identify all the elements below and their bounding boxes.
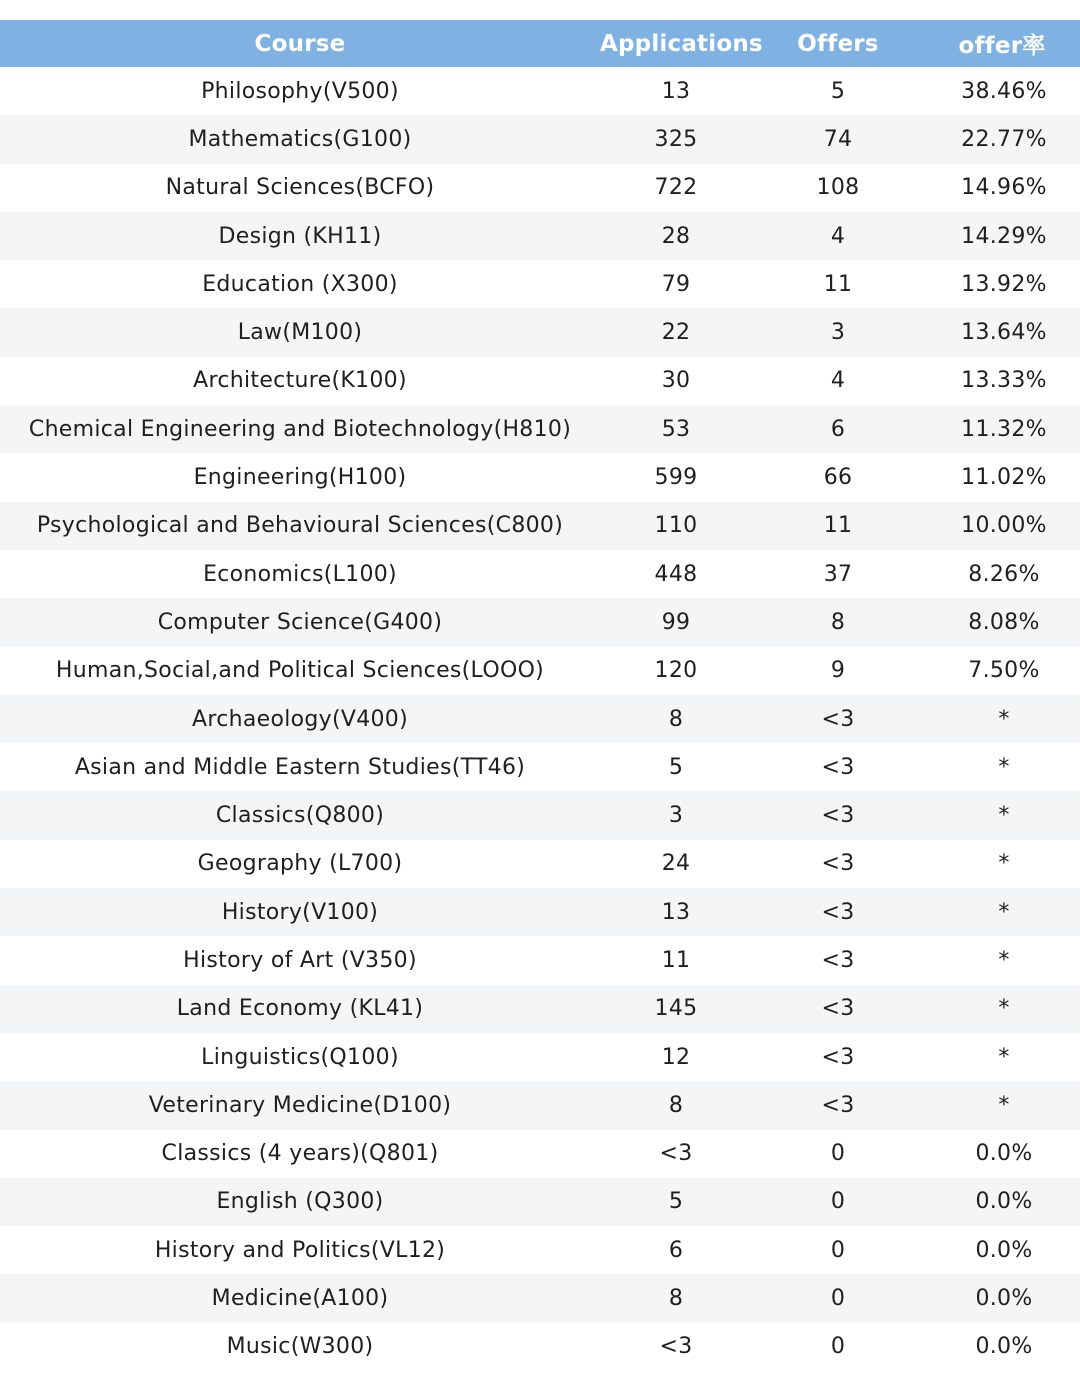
applications-cell: 8 bbox=[668, 706, 684, 732]
applications-cell: 8 bbox=[668, 1286, 684, 1312]
offers-cell: <3 bbox=[821, 1092, 855, 1118]
course-cell: History(V100) bbox=[221, 899, 379, 925]
offer-rate-cell: 0.0% bbox=[975, 1286, 1033, 1312]
applications-cell: 22 bbox=[661, 320, 691, 346]
applications-cell: <3 bbox=[659, 1141, 693, 1167]
offer-rate-cell: 13.92% bbox=[961, 271, 1047, 297]
course-cell: Archaeology(V400) bbox=[192, 706, 408, 732]
header-row bbox=[0, 20, 1080, 67]
table-row bbox=[0, 647, 1080, 695]
offer-rate-cell: 11.32% bbox=[961, 416, 1047, 442]
offers-cell: 0 bbox=[830, 1334, 846, 1360]
offer-rate-cell: 0.0% bbox=[975, 1334, 1033, 1360]
applications-cell: 11 bbox=[661, 947, 691, 973]
table-body bbox=[0, 67, 1080, 1371]
offer-rate-cell: 7.50% bbox=[968, 658, 1040, 684]
offer-rate-cell: * bbox=[998, 754, 1010, 780]
table-row bbox=[0, 985, 1080, 1033]
offers-cell: 0 bbox=[830, 1286, 846, 1312]
offers-cell: 3 bbox=[830, 320, 846, 346]
course-cell: Architecture(K100) bbox=[193, 368, 407, 394]
offer-rate-cell: 10.00% bbox=[961, 513, 1047, 539]
table-row bbox=[0, 1033, 1080, 1081]
header-offers: Offers bbox=[797, 30, 879, 57]
offers-cell: 66 bbox=[823, 465, 853, 491]
offer-rate-table bbox=[0, 20, 1080, 1371]
table-row bbox=[0, 791, 1080, 839]
course-cell: Veterinary Medicine(D100) bbox=[148, 1092, 452, 1118]
course-cell: Design (KH11) bbox=[218, 223, 382, 249]
table-row bbox=[0, 67, 1080, 115]
applications-cell: 120 bbox=[654, 658, 698, 684]
offer-rate-cell: * bbox=[998, 706, 1010, 732]
offers-cell: 8 bbox=[830, 609, 846, 635]
applications-cell: 5 bbox=[668, 1189, 684, 1215]
offers-cell: 5 bbox=[830, 78, 846, 104]
table-header bbox=[0, 20, 1080, 67]
table-row bbox=[0, 115, 1080, 163]
table-row bbox=[0, 1178, 1080, 1226]
offer-rate-cell: * bbox=[998, 1044, 1010, 1070]
offers-cell: 0 bbox=[830, 1189, 846, 1215]
course-cell: Philosophy(V500) bbox=[201, 78, 399, 104]
header-course: Course bbox=[254, 30, 346, 57]
table-row bbox=[0, 1323, 1080, 1371]
applications-cell: 6 bbox=[668, 1237, 684, 1263]
offers-cell: 4 bbox=[830, 223, 846, 249]
course-cell: History of Art (V350) bbox=[183, 947, 417, 973]
course-cell: Psychological and Behavioural Sciences(C800) bbox=[36, 513, 564, 539]
header-applications: Applications bbox=[600, 30, 763, 57]
table-row bbox=[0, 1081, 1080, 1129]
table-row bbox=[0, 405, 1080, 453]
course-cell: Economics(L100) bbox=[203, 561, 397, 587]
applications-cell: 24 bbox=[661, 851, 691, 877]
offers-cell: <3 bbox=[821, 947, 855, 973]
offer-rate-cell: 8.26% bbox=[968, 561, 1040, 587]
applications-cell: 5 bbox=[668, 754, 684, 780]
offer-rate-cell: * bbox=[998, 803, 1010, 829]
table-row bbox=[0, 936, 1080, 984]
applications-cell: 79 bbox=[661, 271, 691, 297]
offer-rate-cell: * bbox=[998, 899, 1010, 925]
table-row bbox=[0, 695, 1080, 743]
table-row bbox=[0, 598, 1080, 646]
course-cell: Chemical Engineering and Biotechnology(H810) bbox=[28, 416, 572, 442]
course-cell: English (Q300) bbox=[216, 1189, 384, 1215]
offer-rate-cell: * bbox=[998, 851, 1010, 877]
table-row bbox=[0, 743, 1080, 791]
table-row bbox=[0, 550, 1080, 598]
offer-rate-cell: 8.08% bbox=[968, 609, 1040, 635]
applications-cell: 722 bbox=[654, 175, 698, 201]
course-cell: Human,Social,and Political Sciences(LOOO) bbox=[55, 658, 545, 684]
table-row bbox=[0, 260, 1080, 308]
course-cell: Education (X300) bbox=[202, 271, 398, 297]
course-cell: Law(M100) bbox=[237, 320, 363, 346]
offer-rate-cell: 0.0% bbox=[975, 1237, 1033, 1263]
course-cell: Medicine(A100) bbox=[211, 1286, 389, 1312]
applications-cell: 30 bbox=[661, 368, 691, 394]
header-offer-rate: offer率 bbox=[958, 33, 1046, 59]
offer-rate-cell: * bbox=[998, 947, 1010, 973]
offers-cell: <3 bbox=[821, 996, 855, 1022]
course-cell: History and Politics(VL12) bbox=[154, 1237, 446, 1263]
offer-rate-cell: * bbox=[998, 996, 1010, 1022]
applications-cell: 13 bbox=[661, 78, 691, 104]
offer-rate-cell: 0.0% bbox=[975, 1141, 1033, 1167]
offer-rate-cell: 0.0% bbox=[975, 1189, 1033, 1215]
applications-cell: 145 bbox=[654, 996, 698, 1022]
table-row bbox=[0, 308, 1080, 356]
offers-cell: <3 bbox=[821, 754, 855, 780]
offers-cell: <3 bbox=[821, 706, 855, 732]
course-cell: Natural Sciences(BCFO) bbox=[165, 175, 435, 201]
offers-cell: <3 bbox=[821, 1044, 855, 1070]
applications-cell: 3 bbox=[668, 803, 684, 829]
table-row bbox=[0, 502, 1080, 550]
course-cell: Computer Science(G400) bbox=[157, 609, 443, 635]
offers-cell: 11 bbox=[823, 513, 853, 539]
offers-cell: 74 bbox=[823, 126, 853, 152]
table-row bbox=[0, 212, 1080, 260]
offers-cell: <3 bbox=[821, 899, 855, 925]
offer-rate-cell: 14.29% bbox=[961, 223, 1047, 249]
applications-cell: 28 bbox=[661, 223, 691, 249]
applications-cell: 325 bbox=[654, 126, 698, 152]
applications-cell: 110 bbox=[654, 513, 698, 539]
table-row bbox=[0, 1274, 1080, 1322]
course-cell: Classics (4 years)(Q801) bbox=[161, 1141, 439, 1167]
offers-cell: 9 bbox=[830, 658, 846, 684]
course-cell: Music(W300) bbox=[226, 1334, 374, 1360]
table-row bbox=[0, 164, 1080, 212]
offers-cell: <3 bbox=[821, 803, 855, 829]
offer-rate-cell: * bbox=[998, 1092, 1010, 1118]
offer-rate-cell: 14.96% bbox=[961, 175, 1047, 201]
offers-cell: 11 bbox=[823, 271, 853, 297]
applications-cell: 599 bbox=[654, 465, 698, 491]
offer-rate-cell: 13.64% bbox=[961, 320, 1047, 346]
applications-cell: 13 bbox=[661, 899, 691, 925]
offers-cell: 108 bbox=[816, 175, 860, 201]
offer-rate-cell: 11.02% bbox=[961, 465, 1047, 491]
applications-cell: 448 bbox=[654, 561, 698, 587]
course-cell: Asian and Middle Eastern Studies(TT46) bbox=[74, 754, 526, 780]
offers-cell: 0 bbox=[830, 1141, 846, 1167]
offers-cell: 6 bbox=[830, 416, 846, 442]
applications-cell: 12 bbox=[661, 1044, 691, 1070]
table-row bbox=[0, 840, 1080, 888]
course-cell: Engineering(H100) bbox=[193, 465, 407, 491]
table-row bbox=[0, 1226, 1080, 1274]
course-cell: Classics(Q800) bbox=[215, 803, 385, 829]
table-row bbox=[0, 888, 1080, 936]
applications-cell: 53 bbox=[661, 416, 691, 442]
offers-cell: 37 bbox=[823, 561, 853, 587]
course-cell: Geography (L700) bbox=[197, 851, 403, 877]
applications-cell: <3 bbox=[659, 1334, 693, 1360]
offers-cell: <3 bbox=[821, 851, 855, 877]
applications-cell: 99 bbox=[661, 609, 691, 635]
offer-rate-cell: 38.46% bbox=[961, 78, 1047, 104]
offer-rate-cell: 22.77% bbox=[961, 126, 1047, 152]
course-cell: Land Economy (KL41) bbox=[176, 996, 424, 1022]
offers-cell: 4 bbox=[830, 368, 846, 394]
table-row bbox=[0, 357, 1080, 405]
course-cell: Linguistics(Q100) bbox=[201, 1044, 399, 1070]
offers-cell: 0 bbox=[830, 1237, 846, 1263]
offer-rate-table-container bbox=[0, 20, 1080, 1371]
table-row bbox=[0, 1130, 1080, 1178]
table-row bbox=[0, 453, 1080, 501]
applications-cell: 8 bbox=[668, 1092, 684, 1118]
course-cell: Mathematics(G100) bbox=[188, 126, 412, 152]
offer-rate-cell: 13.33% bbox=[961, 368, 1047, 394]
